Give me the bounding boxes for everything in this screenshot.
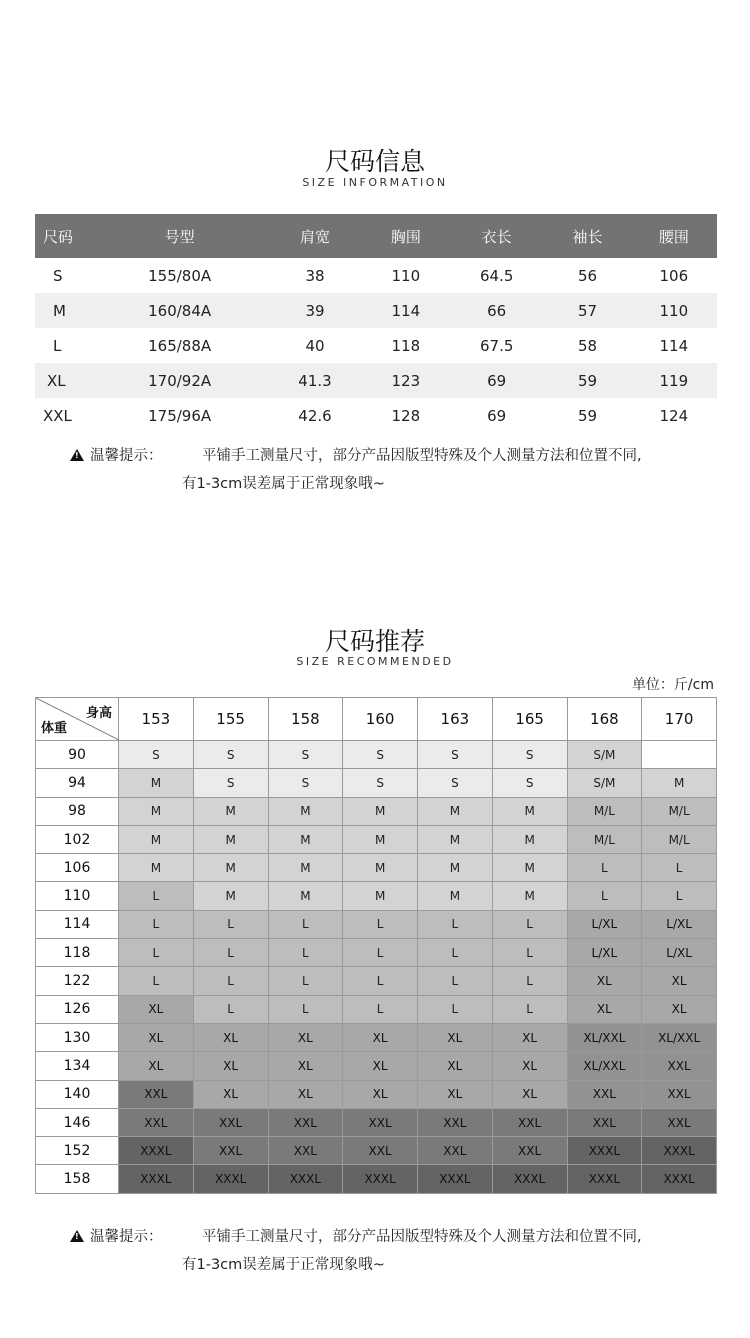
size-cell: S xyxy=(193,769,268,797)
info-cell: L xyxy=(53,336,62,355)
weight-cell: 98 xyxy=(36,797,119,825)
size-cell: S xyxy=(418,769,493,797)
size-cell: M xyxy=(268,797,343,825)
size-cell: L xyxy=(268,995,343,1023)
size-cell: XXXL xyxy=(193,1165,268,1193)
size-cell: S xyxy=(343,741,418,769)
size-cell: L/XL xyxy=(567,939,642,967)
size-cell: XXXL xyxy=(268,1165,343,1193)
size-cell: S xyxy=(193,741,268,769)
info-header-cell: 号型 xyxy=(92,214,267,258)
weight-row xyxy=(36,939,717,967)
size-cell: XXL xyxy=(119,1080,194,1108)
info-cell: 119 xyxy=(631,363,717,398)
weight-cell: 126 xyxy=(36,995,119,1023)
size-cell: M/L xyxy=(567,797,642,825)
size-cell: XL xyxy=(418,1080,493,1108)
size-cell: L xyxy=(193,939,268,967)
size-cell: XXL xyxy=(567,1108,642,1136)
size-cell: L xyxy=(418,910,493,938)
info-title: 尺码信息 xyxy=(324,147,425,176)
tip2-text-1: 平铺手工测量尺寸，部分产品因版型特殊及个人测量方法和位置不同, xyxy=(202,1229,642,1245)
size-cell: XL xyxy=(343,1080,418,1108)
size-cell: XL xyxy=(418,1023,493,1051)
weight-row xyxy=(36,1137,717,1165)
warning-icon xyxy=(70,449,84,461)
size-cell: XXXL xyxy=(492,1165,567,1193)
size-cell: L xyxy=(418,967,493,995)
size-cell: M xyxy=(119,769,194,797)
size-cell: M xyxy=(492,797,567,825)
weight-row xyxy=(36,995,717,1023)
size-cell: XL xyxy=(418,1052,493,1080)
size-cell: XL xyxy=(193,1080,268,1108)
size-cell: XXL xyxy=(193,1108,268,1136)
weight-row xyxy=(36,1165,717,1193)
size-cell: L xyxy=(193,967,268,995)
size-cell: XXXL xyxy=(119,1165,194,1193)
info-row xyxy=(35,398,717,433)
size-cell xyxy=(642,741,717,769)
info-cell: 69 xyxy=(449,363,544,398)
weight-cell: 110 xyxy=(36,882,119,910)
size-cell: L xyxy=(119,882,194,910)
size-cell: S xyxy=(343,769,418,797)
size-cell: XL xyxy=(343,1052,418,1080)
info-cell: 41.3 xyxy=(267,363,362,398)
size-cell: L xyxy=(268,910,343,938)
info-cell: 124 xyxy=(659,406,689,425)
tip2-text-2: 有1-3cm误差属于正常现象哦~ xyxy=(182,1257,385,1273)
size-cell: XL/XXL xyxy=(642,1023,717,1051)
info-cell: 160/84A xyxy=(92,293,267,328)
size-cell: L xyxy=(492,910,567,938)
size-cell: XL xyxy=(268,1052,343,1080)
weight-row xyxy=(36,769,717,797)
size-cell: M xyxy=(343,797,418,825)
info-cell: 39 xyxy=(267,293,362,328)
size-cell: L xyxy=(343,939,418,967)
weight-row xyxy=(36,1052,717,1080)
size-cell: M/L xyxy=(642,825,717,853)
info-cell: S xyxy=(53,266,63,285)
height-cell: 170 xyxy=(642,698,717,741)
size-cell: M xyxy=(343,825,418,853)
info-header-cell: 袖长 xyxy=(544,214,630,258)
size-cell: L xyxy=(418,939,493,967)
info-cell: 175/96A xyxy=(148,406,212,425)
weight-row xyxy=(36,910,717,938)
info-cell: XXL xyxy=(43,406,72,425)
size-cell: M xyxy=(492,825,567,853)
size-cell: S xyxy=(418,741,493,769)
height-cell: 160 xyxy=(343,698,418,741)
recommend-subtitle: SIZE RECOMMENDED xyxy=(296,655,454,668)
weight-cell: 122 xyxy=(36,967,119,995)
info-cell: 114 xyxy=(363,293,449,328)
weight-row xyxy=(36,854,717,882)
size-cell: XXL xyxy=(642,1080,717,1108)
size-cell: L xyxy=(492,995,567,1023)
size-cell: M/L xyxy=(567,825,642,853)
size-cell: XL xyxy=(343,1023,418,1051)
size-cell: XXL xyxy=(418,1137,493,1165)
height-cell: 168 xyxy=(567,698,642,741)
size-cell: L xyxy=(343,995,418,1023)
weight-row xyxy=(36,1023,717,1051)
size-cell: XXXL xyxy=(642,1165,717,1193)
info-cell: 165/88A xyxy=(148,336,212,355)
info-cell: 128 xyxy=(391,406,421,425)
info-cell: 110 xyxy=(631,293,717,328)
size-cell: L xyxy=(492,939,567,967)
size-cell: L xyxy=(492,967,567,995)
size-cell: M/L xyxy=(642,797,717,825)
tip2-line-1 xyxy=(70,1225,642,1246)
size-info-table xyxy=(35,214,717,433)
size-cell: M xyxy=(343,854,418,882)
size-cell: XXL xyxy=(492,1137,567,1165)
weight-cell: 152 xyxy=(36,1137,119,1165)
size-cell: M xyxy=(193,797,268,825)
size-cell: XXXL xyxy=(567,1165,642,1193)
size-cell: XXL xyxy=(492,1108,567,1136)
info-cell: 56 xyxy=(577,266,598,285)
size-cell: L/XL xyxy=(567,910,642,938)
size-cell: XL/XXL xyxy=(567,1052,642,1080)
size-cell: S/M xyxy=(567,769,642,797)
size-cell: M xyxy=(343,882,418,910)
size-cell: XL xyxy=(567,967,642,995)
info-cell: 42.6 xyxy=(298,406,332,425)
size-cell: L xyxy=(343,910,418,938)
size-cell: L xyxy=(642,854,717,882)
size-cell: L xyxy=(268,939,343,967)
size-cell: XL xyxy=(492,1080,567,1108)
info-cell: 155/80A xyxy=(148,266,212,285)
info-cell: 64.5 xyxy=(479,266,514,285)
tip-line-1 xyxy=(70,444,642,465)
info-cell: 118 xyxy=(391,336,421,355)
size-cell: XXL xyxy=(193,1137,268,1165)
info-cell: 59 xyxy=(577,406,598,425)
size-cell: XXXL xyxy=(343,1165,418,1193)
weight-cell: 118 xyxy=(36,939,119,967)
size-cell: L xyxy=(193,995,268,1023)
height-header-row xyxy=(36,698,717,741)
info-cell: 110 xyxy=(391,266,421,285)
size-cell: M xyxy=(492,882,567,910)
size-cell: XXXL xyxy=(418,1165,493,1193)
height-cell: 155 xyxy=(193,698,268,741)
tip-text-1: 平铺手工测量尺寸，部分产品因版型特殊及个人测量方法和位置不同, xyxy=(202,448,642,464)
size-cell: M xyxy=(268,854,343,882)
size-cell: XL xyxy=(193,1052,268,1080)
size-cell: L xyxy=(119,939,194,967)
size-cell: M xyxy=(418,854,493,882)
size-cell: XXL xyxy=(343,1137,418,1165)
weight-cell: 90 xyxy=(36,741,119,769)
info-cell: M xyxy=(35,293,92,328)
size-recommend-table xyxy=(35,697,717,1194)
size-cell: XL xyxy=(492,1052,567,1080)
size-cell: L xyxy=(567,854,642,882)
weight-cell: 130 xyxy=(36,1023,119,1051)
size-cell: XL xyxy=(119,1023,194,1051)
weight-cell: 94 xyxy=(36,769,119,797)
info-cell: 69 xyxy=(487,406,507,425)
size-cell: S xyxy=(492,741,567,769)
info-cell: XL xyxy=(35,363,92,398)
recommend-title: 尺码推荐 xyxy=(324,627,425,656)
size-cell: XXL xyxy=(642,1052,717,1080)
size-cell: XL xyxy=(268,1080,343,1108)
size-cell: M xyxy=(193,854,268,882)
size-cell: M xyxy=(642,769,717,797)
weight-cell: 140 xyxy=(36,1080,119,1108)
size-cell: XL xyxy=(492,1023,567,1051)
weight-row xyxy=(36,967,717,995)
weight-cell: 158 xyxy=(36,1165,119,1193)
info-row xyxy=(35,258,717,293)
weight-row xyxy=(36,825,717,853)
info-cell: 40 xyxy=(305,336,325,355)
size-cell: L xyxy=(119,910,194,938)
size-cell: M xyxy=(418,882,493,910)
info-row xyxy=(35,293,717,328)
weight-cell: 134 xyxy=(36,1052,119,1080)
size-cell: L xyxy=(567,882,642,910)
info-cell: 114 xyxy=(659,336,689,355)
size-info-header-row xyxy=(35,214,717,258)
info-row xyxy=(35,328,717,363)
info-row xyxy=(35,363,717,398)
size-cell: L xyxy=(119,967,194,995)
size-cell: XXL xyxy=(343,1108,418,1136)
info-cell: 67.5 xyxy=(479,336,514,355)
size-cell: M xyxy=(193,825,268,853)
tip2-label: 温馨提示： xyxy=(90,1229,163,1245)
info-cell: 59 xyxy=(544,363,630,398)
size-cell: XL xyxy=(642,967,717,995)
size-cell: L xyxy=(193,910,268,938)
size-cell: XXL xyxy=(418,1108,493,1136)
info-header-cell: 腰围 xyxy=(631,214,717,258)
size-cell: M xyxy=(119,854,194,882)
size-cell: XL xyxy=(642,995,717,1023)
size-cell: S xyxy=(119,741,194,769)
size-cell: M xyxy=(119,825,194,853)
corner-height-label: 身高 xyxy=(85,706,112,721)
size-cell: M xyxy=(268,825,343,853)
info-cell: 106 xyxy=(659,266,689,285)
info-header-cell: 尺码 xyxy=(35,214,92,258)
weight-row xyxy=(36,1080,717,1108)
size-cell: S xyxy=(268,769,343,797)
size-cell: M xyxy=(492,854,567,882)
size-cell: XL xyxy=(119,1052,194,1080)
size-cell: M xyxy=(119,797,194,825)
weight-row xyxy=(36,797,717,825)
warning-icon xyxy=(70,1230,84,1242)
info-cell: 66 xyxy=(449,293,544,328)
weight-cell: 106 xyxy=(36,854,119,882)
size-cell: M xyxy=(418,825,493,853)
size-cell: XL xyxy=(119,995,194,1023)
size-cell: XXXL xyxy=(642,1137,717,1165)
size-cell: M xyxy=(193,882,268,910)
unit-label: 单位：斤/cm xyxy=(631,677,714,693)
weight-row xyxy=(36,1108,717,1136)
weight-cell: 102 xyxy=(36,825,119,853)
size-cell: L xyxy=(418,995,493,1023)
size-cell: L/XL xyxy=(642,910,717,938)
height-cell: 158 xyxy=(268,698,343,741)
size-cell: XXL xyxy=(642,1108,717,1136)
size-cell: XL xyxy=(193,1023,268,1051)
weight-cell: 114 xyxy=(36,910,119,938)
size-cell: XL xyxy=(567,995,642,1023)
size-cell: XXL xyxy=(119,1108,194,1136)
weight-row xyxy=(36,741,717,769)
size-cell: S xyxy=(492,769,567,797)
info-header-cell: 肩宽 xyxy=(267,214,362,258)
weight-cell: 146 xyxy=(36,1108,119,1136)
size-cell: XXL xyxy=(567,1080,642,1108)
size-cell: XXL xyxy=(268,1108,343,1136)
size-cell: XL xyxy=(268,1023,343,1051)
size-cell: S/M xyxy=(567,741,642,769)
info-cell: 58 xyxy=(577,336,598,355)
size-cell: XXXL xyxy=(567,1137,642,1165)
height-cell: 153 xyxy=(119,698,194,741)
size-cell: L xyxy=(642,882,717,910)
size-cell: L/XL xyxy=(642,939,717,967)
size-cell: S xyxy=(268,741,343,769)
height-cell: 165 xyxy=(492,698,567,741)
height-cell: 163 xyxy=(418,698,493,741)
size-cell: XL/XXL xyxy=(567,1023,642,1051)
info-cell: 170/92A xyxy=(92,363,267,398)
tip-label: 温馨提示： xyxy=(90,448,163,464)
size-cell: L xyxy=(268,967,343,995)
info-subtitle: SIZE INFORMATION xyxy=(302,176,448,189)
size-cell: L xyxy=(343,967,418,995)
corner-weight-label: 体重 xyxy=(41,721,68,736)
info-cell: 123 xyxy=(363,363,449,398)
size-cell: XXXL xyxy=(119,1137,194,1165)
info-cell: 38 xyxy=(305,266,325,285)
info-cell: 57 xyxy=(544,293,630,328)
info-header-cell: 胸围 xyxy=(363,214,449,258)
info-header-cell: 衣长 xyxy=(449,214,544,258)
corner-cell xyxy=(36,698,119,741)
size-cell: XXL xyxy=(268,1137,343,1165)
weight-row xyxy=(36,882,717,910)
size-cell: M xyxy=(268,882,343,910)
size-cell: M xyxy=(418,797,493,825)
tip-text-2: 有1-3cm误差属于正常现象哦~ xyxy=(182,476,385,492)
